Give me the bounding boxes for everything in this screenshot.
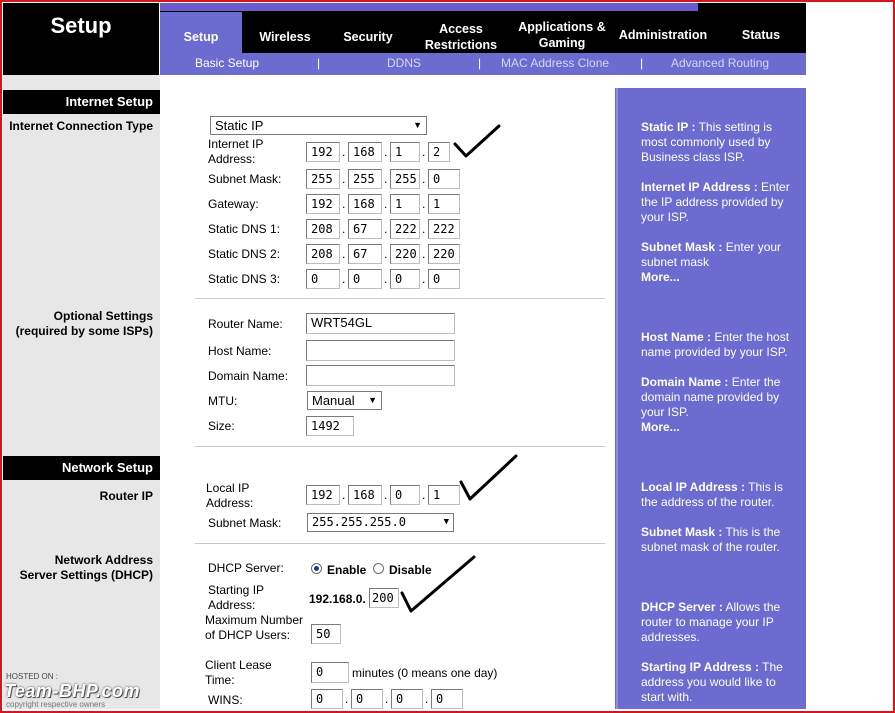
subnet-octet-1[interactable]: 255	[306, 169, 340, 189]
section-internet-setup: Internet Setup	[3, 90, 160, 114]
subtab-ddns[interactable]: DDNS	[387, 56, 422, 70]
help-more-link[interactable]: More...	[641, 420, 680, 434]
ip-dot: .	[384, 145, 388, 159]
ip-dot: .	[342, 247, 346, 261]
checkmark-icon	[458, 452, 520, 504]
chevron-down-icon: ▼	[413, 120, 422, 130]
right-blank-area	[806, 3, 892, 709]
divider	[195, 543, 605, 544]
label-subnet-mask: Subnet Mask:	[208, 172, 282, 186]
ip-dot: .	[384, 172, 388, 186]
watermark-copyright: copyright respective owners	[6, 700, 106, 709]
ip-dot: .	[422, 222, 426, 236]
mtu-select[interactable]	[307, 391, 382, 410]
max-users-input[interactable]: 50	[311, 624, 341, 644]
ip-dot: .	[384, 272, 388, 286]
gateway-octet-3[interactable]: 1	[390, 194, 420, 214]
label-dhcp-line2: Server Settings (DHCP)	[19, 568, 153, 582]
subnet-octet-4[interactable]: 0	[428, 169, 460, 189]
dns2-octet-3[interactable]: 220	[390, 244, 420, 264]
mtu-value: Manual	[312, 393, 355, 408]
help-local-ip: Local IP Address : This is the address of the router.	[641, 480, 783, 509]
ip-dot: .	[422, 172, 426, 186]
tab-security[interactable]: Security	[343, 30, 393, 44]
connection-type-value: Static IP	[215, 118, 264, 133]
dns2-octet-1[interactable]: 208	[306, 244, 340, 264]
label-mtu: MTU:	[208, 394, 238, 408]
subnet-octet-3[interactable]: 255	[390, 169, 420, 189]
label-local-subnet: Subnet Mask:	[208, 516, 282, 530]
client-lease-input[interactable]: 0	[311, 662, 349, 683]
label-dhcp-line1: Network Address	[54, 553, 153, 567]
local-subnet-value: 255.255.255.0	[312, 515, 406, 529]
help-host-name: Host Name : Enter the host name provided by your ISP.	[641, 330, 790, 359]
help-dhcp-server: DHCP Server : Allows the router to manage your IP addresses.	[641, 600, 781, 644]
wins-octet-1[interactable]: 0	[311, 689, 343, 709]
dns3-octet-1[interactable]: 0	[306, 269, 340, 289]
label-gateway: Gateway:	[208, 197, 259, 211]
top-nav-strip	[160, 3, 698, 11]
ip-dot: .	[422, 247, 426, 261]
dns1-octet-4[interactable]: 222	[428, 219, 460, 239]
ip-dot: .	[384, 247, 388, 261]
local-subnet-select[interactable]	[307, 513, 454, 532]
label-router-name: Router Name:	[208, 317, 283, 331]
help-more-link[interactable]: More...	[641, 270, 680, 284]
dns3-octet-3[interactable]: 0	[390, 269, 420, 289]
local-ip-octet-2[interactable]: 168	[348, 485, 382, 505]
checkmark-icon	[452, 122, 502, 162]
subtab-mac-address-clone[interactable]: MAC Address Clone	[501, 56, 610, 70]
local-ip-octet-1[interactable]: 192	[306, 485, 340, 505]
domain-name-input[interactable]	[306, 365, 455, 386]
ip-dot: .	[345, 692, 349, 706]
watermark-logo: Team-BHP.com	[4, 681, 141, 701]
ip-dot: .	[342, 145, 346, 159]
divider	[195, 446, 605, 447]
chevron-down-icon: ▼	[443, 517, 449, 527]
gateway-octet-4[interactable]: 1	[428, 194, 460, 214]
watermark-hosted: HOSTED ON :	[6, 672, 59, 681]
divider	[195, 298, 605, 299]
label-starting-ip: Starting IP Address:	[208, 583, 264, 612]
subtab-separator: |	[317, 56, 321, 70]
ip-dot: .	[422, 272, 426, 286]
label-optional-note: (required by some ISPs)	[15, 324, 153, 338]
chevron-down-icon: ▼	[368, 395, 377, 405]
subtab-basic-setup[interactable]: Basic Setup	[195, 56, 260, 70]
section-network-setup: Network Setup	[3, 456, 160, 480]
checkmark-icon	[398, 553, 478, 615]
dns2-octet-4[interactable]: 220	[428, 244, 460, 264]
ip-dot: .	[422, 488, 426, 502]
dns3-octet-2[interactable]: 0	[348, 269, 382, 289]
label-wins: WINS:	[208, 693, 243, 707]
help-local-subnet: Subnet Mask : This is the subnet mask of the router.	[641, 525, 781, 554]
internet-ip-octet-3[interactable]: 1	[390, 142, 420, 162]
subtab-advanced-routing[interactable]: Advanced Routing	[671, 56, 770, 70]
label-internet-ip: Internet IP Address:	[208, 137, 264, 166]
subtab-separator: |	[478, 56, 482, 70]
help-domain-name: Domain Name : Enter the domain name provided by your ISP.	[641, 375, 781, 419]
label-host-name: Host Name:	[208, 344, 272, 358]
starting-ip-last-octet[interactable]: 200	[369, 588, 399, 608]
label-max-users: Maximum Number of DHCP Users:	[205, 613, 304, 642]
ip-dot: .	[385, 692, 389, 706]
internet-ip-octet-2[interactable]: 168	[348, 142, 382, 162]
starting-ip-prefix: 192.168.0.	[309, 592, 366, 606]
connection-type-select[interactable]	[210, 116, 427, 135]
subnet-octet-2[interactable]: 255	[348, 169, 382, 189]
dhcp-disable-label: Disable	[389, 563, 432, 577]
subtab-separator: |	[640, 56, 644, 70]
label-optional-settings: Optional Settings	[53, 309, 153, 323]
ip-dot: .	[342, 172, 346, 186]
tab-administration[interactable]: Administration	[618, 28, 708, 42]
lease-note: minutes (0 means one day)	[352, 666, 498, 680]
dns1-octet-3[interactable]: 222	[390, 219, 420, 239]
dns1-octet-1[interactable]: 208	[306, 219, 340, 239]
label-client-lease: Client Lease Time:	[205, 658, 272, 687]
internet-ip-octet-4[interactable]: 2	[428, 142, 450, 162]
help-internet-ip: Internet IP Address : Enter the IP address provided by your ISP.	[641, 180, 790, 224]
page-title: Setup	[50, 13, 112, 38]
ip-dot: .	[422, 145, 426, 159]
ip-dot: .	[384, 197, 388, 211]
left-column	[3, 75, 160, 709]
wins-octet-4[interactable]: 0	[431, 689, 463, 709]
label-static-dns-1: Static DNS 1:	[208, 222, 281, 236]
help-subnet: Subnet Mask : Enter your subnet mask	[641, 240, 782, 269]
label-local-ip: Local IP Address:	[206, 481, 254, 510]
ip-dot: .	[425, 692, 429, 706]
gateway-octet-2[interactable]: 168	[348, 194, 382, 214]
ip-dot: .	[384, 222, 388, 236]
dns3-octet-4[interactable]: 0	[428, 269, 460, 289]
help-starting-ip: Starting IP Address : The address you would like to start with.	[641, 660, 783, 704]
wins-octet-2[interactable]: 0	[351, 689, 383, 709]
help-panel-edge	[616, 88, 618, 709]
help-static-ip: Static IP : This setting is most commonly used by Business class ISP.	[641, 120, 772, 164]
internet-ip-octet-1[interactable]: 192	[306, 142, 340, 162]
label-static-dns-3: Static DNS 3:	[208, 272, 281, 286]
local-ip-octet-3[interactable]: 0	[390, 485, 420, 505]
tab-status[interactable]: Status	[741, 28, 781, 42]
ip-dot: .	[342, 222, 346, 236]
tab-setup-label: Setup	[183, 30, 219, 44]
ip-dot: .	[342, 272, 346, 286]
ip-dot: .	[422, 197, 426, 211]
label-static-dns-2: Static DNS 2:	[208, 247, 281, 261]
dns2-octet-2[interactable]: 67	[348, 244, 382, 264]
brand-block	[3, 3, 159, 75]
local-ip-octet-4[interactable]: 1	[428, 485, 460, 505]
ip-dot: .	[384, 488, 388, 502]
tab-wireless[interactable]: Wireless	[259, 30, 311, 44]
label-router-ip: Router IP	[99, 489, 153, 503]
dhcp-enable-radio[interactable]	[311, 563, 322, 574]
tab-applications-gaming[interactable]: Applications & Gaming	[518, 20, 606, 50]
tab-access-restrictions[interactable]: Access Restrictions	[424, 22, 498, 52]
label-domain-name: Domain Name:	[208, 369, 289, 383]
router-name-input[interactable]: WRT54GL	[306, 313, 455, 334]
ip-dot: .	[342, 197, 346, 211]
wins-octet-3[interactable]: 0	[391, 689, 423, 709]
mtu-size-input[interactable]: 1492	[306, 416, 354, 436]
dns1-octet-2[interactable]: 67	[348, 219, 382, 239]
tab-setup[interactable]	[160, 12, 242, 53]
dhcp-disable-radio[interactable]	[373, 563, 384, 574]
host-name-input[interactable]	[306, 340, 455, 361]
label-size: Size:	[208, 419, 235, 433]
gateway-octet-1[interactable]: 192	[306, 194, 340, 214]
label-internet-connection-type: Internet Connection Type	[9, 119, 153, 133]
dhcp-enable-label: Enable	[327, 563, 367, 577]
label-dhcp-server: DHCP Server:	[208, 561, 284, 575]
ip-dot: .	[342, 488, 346, 502]
watermark	[4, 672, 194, 708]
